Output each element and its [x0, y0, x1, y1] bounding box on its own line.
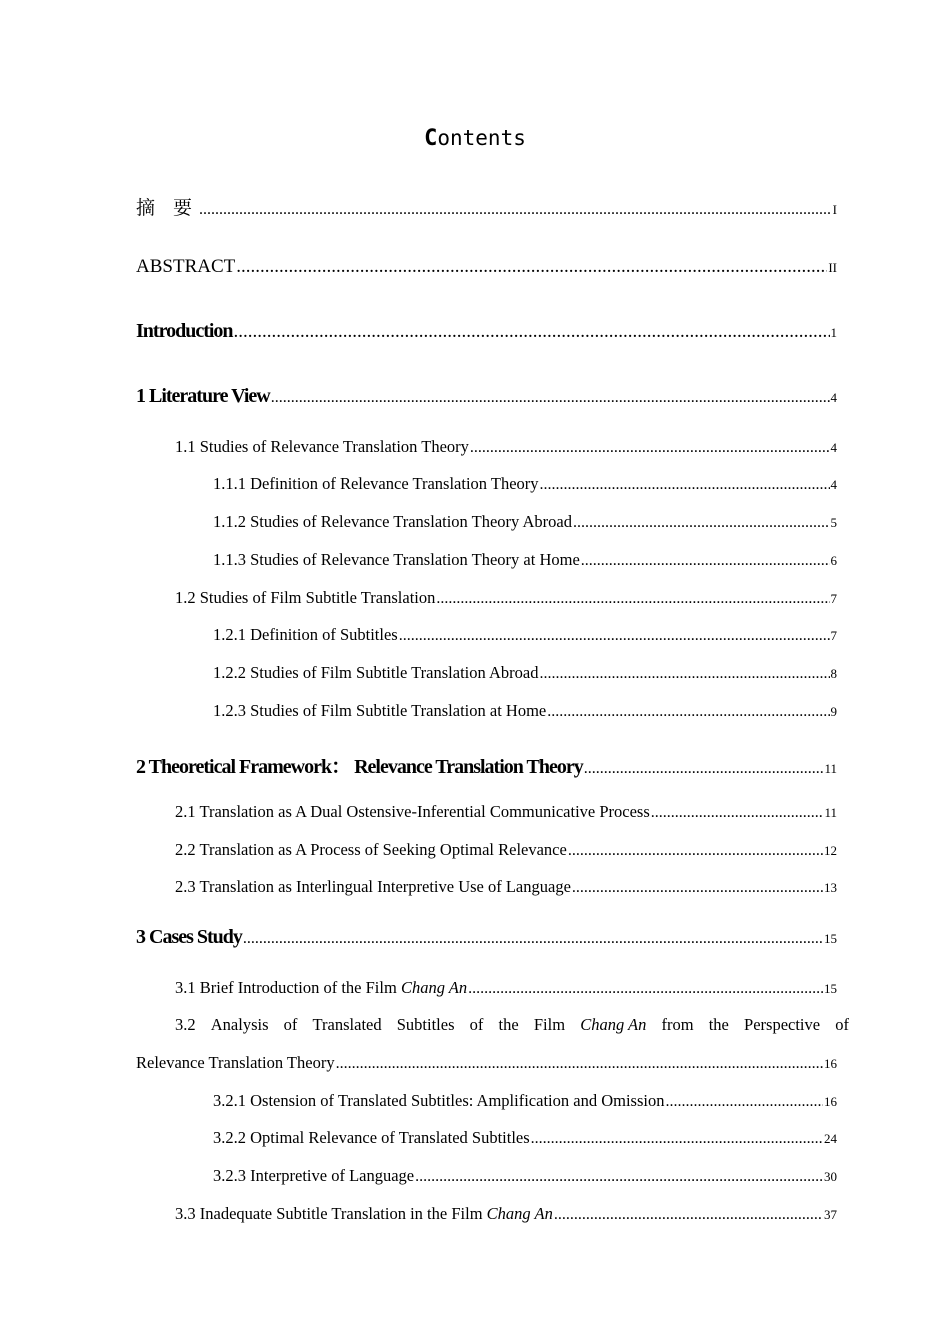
toc-entry-label: 1.1.1 Definition of Relevance Translation Theory — [213, 474, 539, 493]
toc-page-number: 11 — [824, 805, 837, 820]
toc-page-number: 7 — [830, 628, 837, 643]
dot-leader — [399, 627, 830, 645]
toc-entry-1-2[interactable] — [175, 588, 837, 608]
dot-leader — [584, 760, 824, 778]
toc-entry-label: 3 Cases Study — [136, 926, 242, 948]
toc-entry-word: of — [835, 1015, 849, 1034]
dot-leader — [540, 476, 830, 494]
toc-entry-label: 1.1.3 Studies of Relevance Translation Theory at Home — [213, 550, 580, 569]
dot-leader — [199, 201, 832, 219]
dot-leader — [531, 1130, 823, 1148]
toc-page-number: 4 — [830, 440, 837, 455]
toc-entry-3-1[interactable] — [175, 978, 837, 998]
toc-entry-word: Translated — [312, 1015, 382, 1034]
dot-leader — [234, 321, 830, 343]
toc-entry-label: 1.2.1 Definition of Subtitles — [213, 625, 398, 644]
toc-page-number: 9 — [830, 704, 837, 719]
toc-page-number: 15 — [824, 931, 837, 946]
toc-page-number: 1 — [830, 325, 837, 340]
toc-entry-label: 1.2.2 Studies of Film Subtitle Translation Abroad — [213, 663, 539, 682]
toc-entry-chapter-3[interactable] — [136, 926, 837, 949]
toc-entry-1-1-2[interactable] — [213, 512, 837, 532]
dot-leader — [573, 514, 830, 532]
toc-page-number: 13 — [824, 880, 837, 895]
toc-entry-3-2-line1[interactable] — [175, 1015, 849, 1035]
toc-entry-word: 3.2 — [175, 1015, 196, 1034]
toc-entry-1-1-3[interactable] — [213, 550, 837, 570]
toc-entry-word: of — [283, 1015, 298, 1034]
toc-entry-word: the — [498, 1015, 519, 1034]
toc-entry-word: from — [661, 1015, 694, 1034]
toc-page-number: 7 — [830, 591, 837, 606]
dot-leader — [243, 930, 823, 948]
toc-entry-label: Introduction — [136, 320, 233, 342]
dot-leader — [554, 1206, 823, 1224]
dot-leader — [547, 703, 829, 721]
dot-leader — [436, 590, 829, 608]
toc-page-number: 11 — [824, 761, 837, 776]
toc-entry-2-3[interactable] — [175, 877, 837, 897]
toc-entry-3-2-1[interactable] — [213, 1091, 837, 1111]
dot-leader — [236, 256, 827, 278]
toc-page-number: 8 — [830, 666, 837, 681]
toc-page-number: I — [832, 202, 837, 217]
toc-entry-2-2[interactable] — [175, 840, 837, 860]
toc-entry-word: of — [469, 1015, 484, 1034]
toc-entry-word: Film — [533, 1015, 566, 1034]
toc-entry-label: 2.1 Translation as A Dual Ostensive-Inferential Communicative Process — [175, 802, 650, 821]
toc-page-number: 30 — [824, 1169, 837, 1184]
toc-page-number: II — [828, 260, 837, 275]
toc-entry-label: Relevance Translation Theory — [136, 1053, 335, 1072]
toc-entry-label: 1.2 Studies of Film Subtitle Translation — [175, 588, 436, 607]
toc-entry-word: Analysis — [210, 1015, 269, 1034]
toc-entry-label: 3.2.2 Optimal Relevance of Translated Subtitles — [213, 1128, 530, 1147]
dot-leader — [572, 879, 823, 897]
toc-entry-word: Perspective — [744, 1015, 821, 1034]
toc-entry-label: 2.2 Translation as A Process of Seeking Optimal Relevance — [175, 840, 567, 859]
toc-entry-1-2-2[interactable] — [213, 663, 837, 683]
toc-page-number: 37 — [824, 1207, 837, 1222]
toc-page-number: 16 — [824, 1094, 837, 1109]
toc-entry-chapter-2[interactable] — [136, 750, 837, 779]
toc-entry-2-1[interactable] — [175, 802, 837, 822]
toc-entry-word: Subtitles — [396, 1015, 455, 1034]
toc-entry-label: 3.1 Brief Introduction of the Film Chang An — [175, 978, 468, 997]
dot-leader — [470, 439, 830, 457]
toc-entry-3-2-3[interactable] — [213, 1166, 837, 1186]
toc-entry-label: 1.2.3 Studies of Film Subtitle Translation at Home — [213, 701, 547, 720]
toc-entry-label: 2.3 Translation as Interlingual Interpretive Use of Language — [175, 877, 571, 896]
dot-leader — [568, 842, 823, 860]
dot-leader — [581, 552, 830, 570]
toc-entry-introduction[interactable] — [136, 320, 837, 343]
toc-entry-chapter-1[interactable] — [136, 385, 837, 408]
toc-entry-label: ABSTRACT — [136, 256, 236, 277]
toc-page-number: 24 — [824, 1131, 837, 1146]
toc-entry-word: Chang An — [580, 1015, 647, 1034]
dot-leader — [271, 389, 830, 407]
toc-entry-label: 2 Theoretical Framework： Relevance Translation Theory — [136, 756, 583, 778]
toc-page-number: 4 — [830, 477, 837, 492]
dot-leader — [336, 1055, 823, 1073]
toc-page-number: 16 — [824, 1056, 837, 1071]
toc-entry-label: 3.2.3 Interpretive of Language — [213, 1166, 415, 1185]
toc-entry-zhaiyao[interactable] — [136, 193, 837, 220]
toc-entry-label: 1.1.2 Studies of Relevance Translation Theory Abroad — [213, 512, 572, 531]
toc-page-number: 6 — [830, 553, 837, 568]
toc-entry-1-2-3[interactable] — [213, 701, 837, 721]
toc-page-number: 12 — [824, 843, 837, 858]
page-title: Contents — [424, 126, 526, 151]
toc-entry-1-2-1[interactable] — [213, 625, 837, 645]
toc-entry-1-1[interactable] — [175, 437, 837, 457]
toc-entry-label: 3.2.1 Ostension of Translated Subtitles: Amplification and Omission — [213, 1091, 665, 1110]
toc-entry-3-2-2[interactable] — [213, 1128, 837, 1148]
dot-leader — [651, 804, 824, 822]
dot-leader — [539, 665, 829, 683]
toc-entry-3-2-line2[interactable] — [136, 1053, 837, 1073]
toc-entry-label: 摘 要 — [136, 197, 199, 219]
dot-leader — [415, 1168, 823, 1186]
toc-page-number: 5 — [830, 515, 837, 530]
toc-page-number: 15 — [824, 981, 837, 996]
dot-leader — [468, 980, 823, 998]
toc-entry-word: the — [708, 1015, 729, 1034]
toc-entry-abstract[interactable] — [136, 256, 837, 278]
toc-entry-3-3[interactable] — [175, 1204, 837, 1224]
dot-leader — [665, 1093, 823, 1111]
toc-page-number: 4 — [830, 390, 837, 405]
toc-entry-label: 1 Literature View — [136, 385, 270, 407]
toc-entry-label: 3.3 Inadequate Subtitle Translation in the Film Chang An — [175, 1204, 553, 1223]
toc-entry-label: 1.1 Studies of Relevance Translation Theory — [175, 437, 469, 456]
toc-entry-1-1-1[interactable] — [213, 474, 837, 494]
